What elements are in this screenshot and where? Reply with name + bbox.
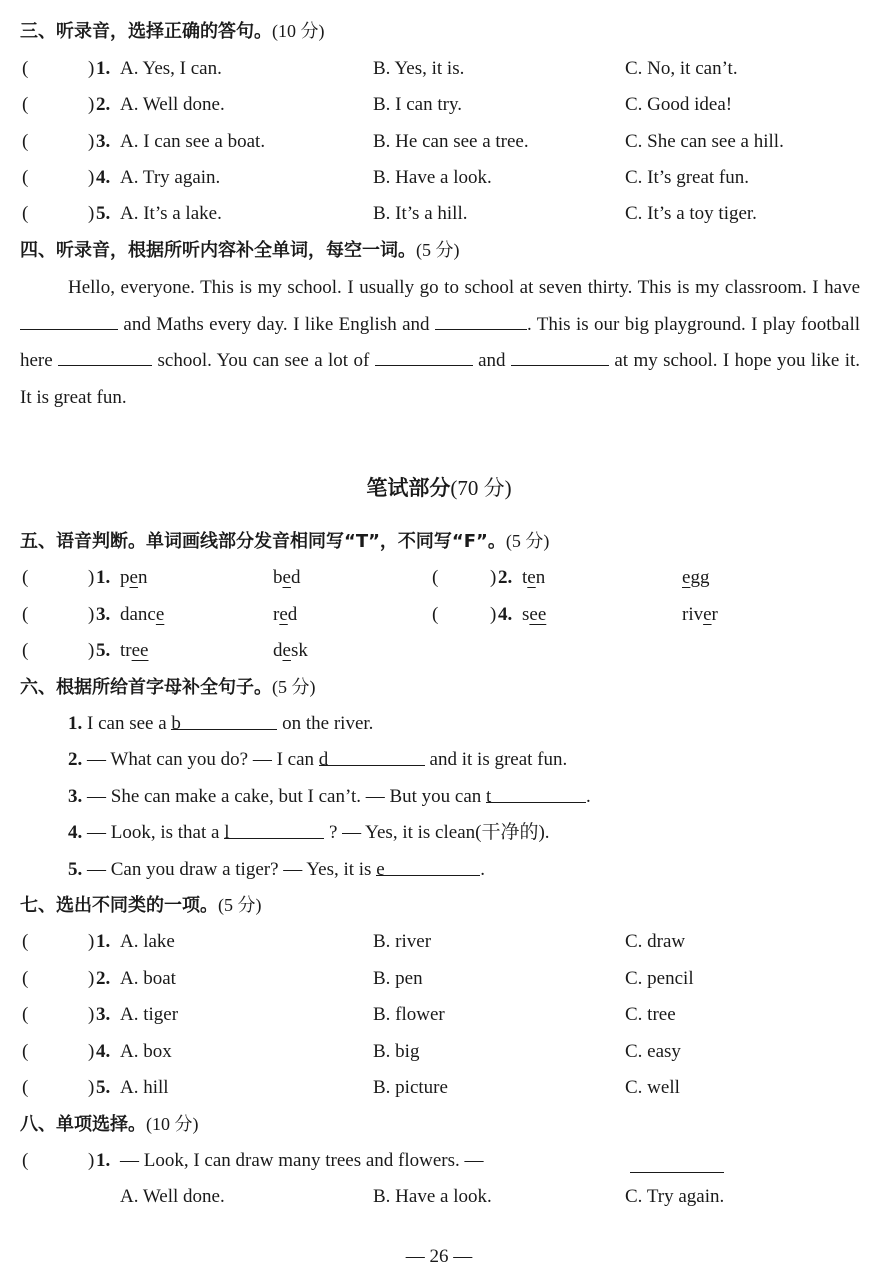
question-number: 3. [96, 1004, 111, 1025]
underlined-letters: e [703, 604, 712, 625]
passage-blank-2[interactable] [435, 307, 527, 330]
option-b: B. He can see a tree. [373, 131, 529, 152]
section-3-points: (10 分) [272, 21, 325, 41]
phonics-word-1 [522, 563, 545, 593]
passage-text: Hello, everyone. This is my school. I usually go to school at seven thirty. This is my classroom. I have [68, 277, 860, 298]
option-b: B. picture [373, 1077, 448, 1098]
option-b: B. Have a look. [373, 167, 492, 188]
phonics-row [20, 600, 860, 630]
phonics-word-1 [120, 563, 147, 593]
bracket-close: ) [88, 131, 95, 152]
sentence-text: ? — Yes, it is clean(干净的). [328, 822, 550, 843]
passage-text: and [478, 350, 506, 371]
phonics-word-2 [682, 600, 718, 630]
question-number: 1. [96, 567, 111, 588]
question-number: 3. [68, 786, 83, 807]
phonics-word-2 [273, 636, 308, 666]
section-8-heading [20, 1109, 199, 1140]
question-number: 1. [68, 713, 83, 734]
passage-text: . This is our big playground. I play football here [20, 313, 861, 371]
question-row [20, 1000, 860, 1030]
passage-text: and Maths every day. I like English and [123, 313, 430, 335]
word-part: d [290, 567, 301, 588]
page-number: — 26 — [405, 1246, 473, 1267]
written-part-title [0, 472, 878, 504]
underlined-letters: e [527, 567, 536, 588]
option-b: B. Have a look. [373, 1186, 492, 1207]
sentence-text: — She can make a cake, but I can’t. — But you can [87, 786, 482, 807]
question-number: 2. [68, 749, 83, 770]
question-number: 5. [96, 1077, 111, 1098]
option-b: B. river [373, 931, 432, 952]
word-part: b [273, 567, 283, 588]
answer-bracket-open[interactable]: ( [22, 167, 29, 188]
listening-passage [20, 270, 860, 416]
option-c: C. It’s a toy tiger. [625, 203, 757, 224]
sentence-text: . [586, 786, 591, 807]
phonics-row [20, 636, 860, 666]
word-part: sk [290, 640, 308, 661]
section-8-title: 八、单项选择。 [20, 1114, 146, 1135]
option-b: B. It’s a hill. [373, 203, 468, 224]
word-part: t [522, 567, 528, 588]
question-number: 5. [68, 859, 83, 880]
passage-blank-3[interactable] [58, 343, 152, 366]
option-c: C. draw [625, 931, 686, 952]
fill-sentence [68, 709, 373, 739]
fill-sentence [68, 855, 485, 885]
section-7-heading [20, 890, 262, 921]
question-row [20, 163, 860, 193]
option-a: A. Yes, I can. [120, 58, 222, 79]
bracket-close: ) [88, 1004, 95, 1025]
first-letter-blank[interactable] [318, 745, 425, 770]
passage-text: at my school. I hope you like it. It is great fun. [20, 350, 861, 408]
sentence-text: I can see a [87, 713, 167, 734]
question-number: 3. [96, 604, 111, 625]
section-4-points: (5 分) [416, 240, 460, 260]
word-part: riv [682, 604, 704, 625]
sentence-text: and it is great fun. [429, 749, 568, 770]
question-number: 2. [498, 567, 513, 588]
option-a: A. Well done. [120, 94, 225, 115]
fill-sentence [68, 745, 567, 775]
word-part: gg [690, 567, 710, 588]
phonics-word-1 [120, 600, 164, 630]
option-c: C. She can see a hill. [625, 131, 784, 152]
option-c: C. Try again. [625, 1186, 725, 1207]
question-row [20, 54, 860, 84]
question-number: 1. [96, 1150, 111, 1171]
answer-blank[interactable] [630, 1150, 724, 1173]
answer-bracket-open[interactable]: ( [22, 968, 29, 989]
section-6-title: 六、根据所给首字母补全句子。 [20, 677, 272, 698]
sentence-text: — What can you do? — I can [87, 749, 315, 770]
bracket-close: ) [88, 640, 95, 661]
first-letter: t [486, 786, 492, 807]
answer-bracket-open[interactable]: ( [22, 567, 29, 588]
bracket-close: ) [88, 604, 95, 625]
bracket-close: ) [88, 94, 95, 115]
question-number: 5. [96, 203, 111, 224]
phonics-word-2 [682, 563, 709, 593]
question-row [20, 964, 860, 994]
fill-sentence [68, 818, 550, 848]
option-c: C. well [625, 1077, 680, 1098]
answer-bracket-open[interactable]: ( [22, 931, 29, 952]
underlined-letters: ee [131, 640, 149, 661]
word-part: tr [120, 640, 132, 661]
written-title-text: 笔试部分 [366, 476, 451, 500]
word-part: r [711, 604, 718, 625]
answer-bracket-open[interactable]: ( [22, 203, 29, 224]
option-a: A. boat [120, 968, 176, 989]
section-7-title: 七、选出不同类的一项。 [20, 895, 218, 916]
word-part: s [522, 604, 530, 625]
question-number: 3. [96, 131, 111, 152]
phonics-word-1 [120, 636, 148, 666]
option-c: C. Good idea! [625, 94, 733, 115]
phonics-word-1 [522, 600, 546, 630]
section-6-heading [20, 672, 316, 703]
option-a: A. Well done. [120, 1186, 225, 1207]
option-b: B. flower [373, 1004, 445, 1025]
word-part: r [273, 604, 280, 625]
first-letter-blank[interactable] [224, 818, 324, 843]
underlined-letters: e [282, 567, 291, 588]
section-5-heading [20, 526, 549, 557]
bracket-close: ) [88, 968, 95, 989]
word-part: p [120, 567, 130, 588]
phonics-word-2 [273, 563, 300, 593]
bracket-close: ) [88, 1150, 95, 1171]
bracket-close: ) [88, 567, 95, 588]
answer-bracket-open[interactable]: ( [22, 1041, 29, 1062]
bracket-close: ) [88, 931, 95, 952]
question-text: — Look, I can draw many trees and flowers. — [120, 1150, 484, 1171]
bracket-close: ) [490, 604, 497, 625]
word-part: danc [120, 604, 156, 625]
word-part: n [535, 567, 546, 588]
option-b: B. big [373, 1041, 420, 1062]
bracket-close: ) [88, 1077, 95, 1098]
answer-bracket-open[interactable]: ( [22, 94, 29, 115]
question-number: 5. [96, 640, 111, 661]
word-part: d [287, 604, 298, 625]
question-row [20, 1146, 860, 1176]
passage-text: school. You can see a lot of [157, 350, 370, 371]
question-row [20, 1073, 860, 1103]
sentence-text: . [480, 859, 485, 880]
section-4-heading [20, 235, 460, 266]
first-letter-blank[interactable] [376, 855, 480, 880]
options-row [20, 1182, 860, 1212]
option-a: A. tiger [120, 1004, 179, 1025]
question-row [20, 90, 860, 120]
option-c: C. pencil [625, 968, 694, 989]
section-7-points: (5 分) [218, 895, 262, 915]
first-letter: d [318, 749, 329, 770]
option-c: C. tree [625, 1004, 676, 1025]
bracket-close: ) [88, 203, 95, 224]
question-row [20, 927, 860, 957]
option-a: A. It’s a lake. [120, 203, 222, 224]
question-number: 4. [68, 822, 83, 843]
answer-bracket-open[interactable]: ( [22, 1077, 29, 1098]
option-c: C. It’s great fun. [625, 167, 750, 188]
answer-bracket-open[interactable]: ( [22, 58, 29, 79]
question-row [20, 199, 860, 229]
underlined-letters: e [282, 640, 291, 661]
underlined-letters: ee [529, 604, 547, 625]
bracket-close: ) [88, 1041, 95, 1062]
section-8-points: (10 分) [146, 1114, 199, 1134]
answer-bracket-open[interactable]: ( [22, 1150, 29, 1171]
passage-blank-1[interactable] [20, 307, 118, 330]
question-number: 4. [498, 604, 513, 625]
bracket-close: ) [490, 567, 497, 588]
option-a: A. lake [120, 931, 175, 952]
answer-bracket-open[interactable]: ( [22, 131, 29, 152]
question-number: 2. [96, 94, 111, 115]
first-letter-blank[interactable] [171, 709, 277, 734]
phonics-row [20, 563, 860, 593]
section-5-points: (5 分) [505, 531, 550, 551]
answer-bracket-open[interactable]: ( [432, 567, 439, 588]
phonics-word-2 [273, 600, 297, 630]
answer-bracket-open[interactable]: ( [432, 604, 439, 625]
option-a: A. Try again. [120, 167, 221, 188]
written-title-points: (70 分) [450, 476, 512, 500]
underlined-letters: e [279, 604, 288, 625]
option-a: A. box [120, 1041, 172, 1062]
section-3-heading [20, 16, 325, 47]
passage-paragraph [20, 270, 860, 416]
fill-sentence [68, 782, 591, 812]
section-6-points: (5 分) [272, 677, 316, 697]
option-b: B. I can try. [373, 94, 462, 115]
first-letter: l [224, 822, 230, 843]
option-c: C. No, it can’t. [625, 58, 738, 79]
question-number: 1. [96, 931, 111, 952]
question-number: 4. [96, 167, 111, 188]
sentence-text: — Can you draw a tiger? — Yes, it is [87, 859, 372, 880]
question-row [20, 127, 860, 157]
sentence-text: — Look, is that a [87, 822, 220, 843]
question-row [20, 1037, 860, 1067]
option-a: A. hill [120, 1077, 169, 1098]
passage-blank-5[interactable] [511, 343, 609, 366]
bracket-close: ) [88, 167, 95, 188]
bracket-close: ) [88, 58, 95, 79]
answer-bracket-open[interactable]: ( [22, 1004, 29, 1025]
underlined-letters: e [682, 567, 691, 588]
word-part: d [273, 640, 283, 661]
underlined-letters: e [155, 604, 165, 625]
section-4-title: 四、听录音，根据所听内容补全单词，每空一词。 [20, 240, 416, 261]
first-letter: b [171, 713, 181, 734]
option-b: B. pen [373, 968, 423, 989]
section-3-title: 三、听录音，选择正确的答句。 [20, 21, 272, 42]
option-b: B. Yes, it is. [373, 58, 465, 79]
underlined-letters: e [129, 567, 138, 588]
section-5-title: 五、语音判断。单词画线部分发音相同写“T”，不同写“F”。 [20, 531, 506, 552]
question-number: 4. [96, 1041, 111, 1062]
first-letter: e [376, 859, 385, 880]
question-number: 1. [96, 58, 111, 79]
answer-bracket-open[interactable]: ( [22, 640, 29, 661]
word-part: n [137, 567, 148, 588]
passage-blank-4[interactable] [375, 343, 473, 366]
sentence-text: on the river. [282, 713, 374, 734]
answer-bracket-open[interactable]: ( [22, 604, 29, 625]
option-a: A. I can see a boat. [120, 131, 266, 152]
question-number: 2. [96, 968, 111, 989]
option-c: C. easy [625, 1041, 681, 1062]
first-letter-blank[interactable] [486, 782, 586, 807]
